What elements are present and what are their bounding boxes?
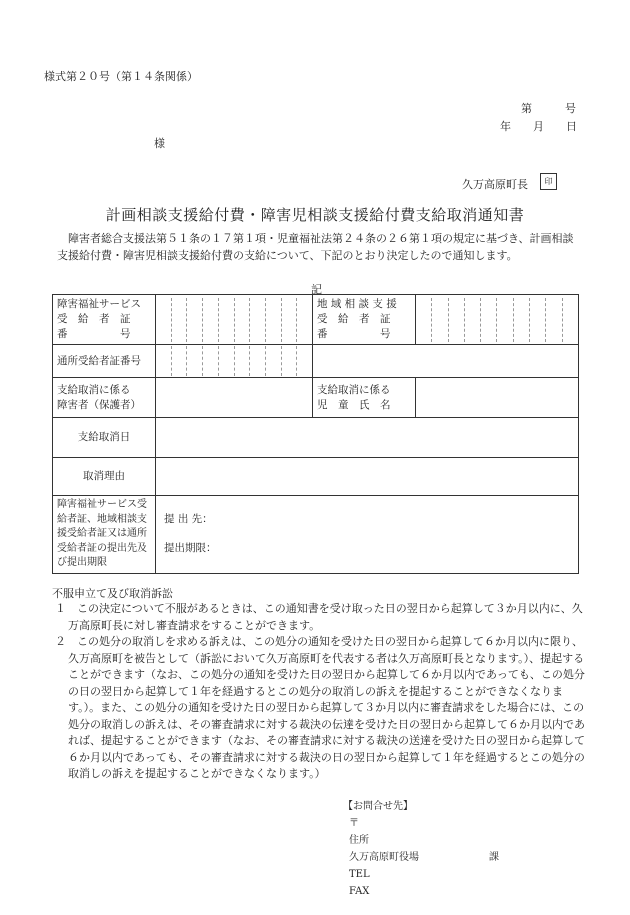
person-field[interactable]: [156, 378, 313, 418]
child-label: 支給取消に係る 児 童 氏 名: [313, 378, 416, 418]
regional-card-number-field[interactable]: [416, 295, 579, 345]
welfare-card-label: 障害福祉サービス 受 給 者 証 番 号: [53, 295, 156, 345]
regional-card-label: 地 域 相 談 支 援 受 給 者 証 番 号: [313, 295, 416, 345]
ki-marker: 記: [311, 283, 322, 296]
table-row: [53, 345, 579, 378]
contact-ka: 課: [489, 852, 499, 863]
contact-address: 住所: [349, 835, 369, 846]
submit-to-label: 提 出 先：: [164, 513, 213, 526]
submission-label: 障害福祉サービス受 給者証、地域相談支 援受給者証又は通所 受給者証の提出先及 び提出期限: [53, 496, 156, 574]
table-row: [53, 378, 579, 418]
table-row: [53, 418, 579, 458]
appeal-item-1: １ この決定について不服があるときは、この通知書を受け取った日の翌日から起算して３か月以内に、久万高原町長に対し審査請求をすることができます。: [55, 602, 583, 632]
daycare-card-number-field[interactable]: [156, 345, 313, 378]
issuer-name: 久万高原町長: [462, 178, 528, 191]
child-field[interactable]: [416, 378, 579, 418]
contact-tel: TEL: [349, 869, 370, 880]
daycare-card-label: 通所受給者証番号: [53, 345, 156, 378]
issue-date: 年 月 日: [500, 120, 577, 133]
cancel-reason-field[interactable]: [156, 458, 579, 496]
cancel-date-label: 支給取消日: [53, 418, 156, 458]
contact-heading: 【お問合せ先】: [343, 801, 413, 812]
welfare-card-number-field[interactable]: [156, 295, 313, 345]
contact-office: 久万高原町役場 課: [349, 852, 499, 863]
submission-field[interactable]: [156, 496, 579, 574]
seal-stamp: 印: [540, 173, 557, 190]
person-label: 支給取消に係る 障害者（保護者）: [53, 378, 156, 418]
notice-table: [52, 294, 579, 574]
submit-deadline-label: 提出期限：: [164, 542, 217, 555]
table-row: [53, 295, 579, 345]
blank-cell: [313, 345, 579, 378]
appeal-heading: 不服申立て及び取消訴訟: [52, 587, 173, 600]
contact-block: [343, 798, 499, 900]
intro-paragraph: 障害者総合支援法第５１条の１７第１項・児童福祉法第２４条の２６第１項の規定に基づき、計画相談支援給付費・障害児相談支援給付費の支給について、下記のとおり決定したので通知します。: [57, 232, 574, 262]
contact-fax: FAX: [349, 886, 370, 897]
cancel-date-field[interactable]: [156, 418, 579, 458]
table-row: [53, 458, 579, 496]
table-row: [53, 496, 579, 574]
appeal-item-2: ２ この処分の取消しを求める訴えは、この処分の通知を受けた日の翌日から起算して６か月以内に限り、久万高原町を被告として（訴訟において久万高原町を代表する者は久万高原町長となります。）、提起することができます（なお、この処分の通知を受けた日の翌日から起算して６か月以内であっても、この処分の日の翌日から起算して１年を経過するとこの処分の取消しの訴えを提起することができなくなります。）。また、この処分の通知を受けた日の翌日から起算して３か月以内に審査請求をした場合には、この処分の取消しの訴えは、その審査請求に対する裁決の伝達を受けた日の翌日から起算して６か月以内であれば、提起することができます（なお、その審査請求に対する裁決の送達を受けた日の翌日から起算して６か月以内であっても、その審査請求に対する裁決の日の翌日から起算して１年を経過するとこの処分の取消しの訴えを提起することができなくなります。）: [55, 635, 585, 780]
contact-postal: 〒: [349, 818, 359, 829]
appeal-items: [55, 601, 590, 783]
document-title: 計画相談支援給付費・障害児相談支援給付費支給取消通知書: [105, 206, 525, 224]
form-number: 様式第２０号（第１４条関係）: [44, 70, 198, 83]
document-number: 第 号: [521, 102, 576, 115]
addressee: 様: [154, 137, 165, 150]
cancel-reason-label: 取消理由: [53, 458, 156, 496]
